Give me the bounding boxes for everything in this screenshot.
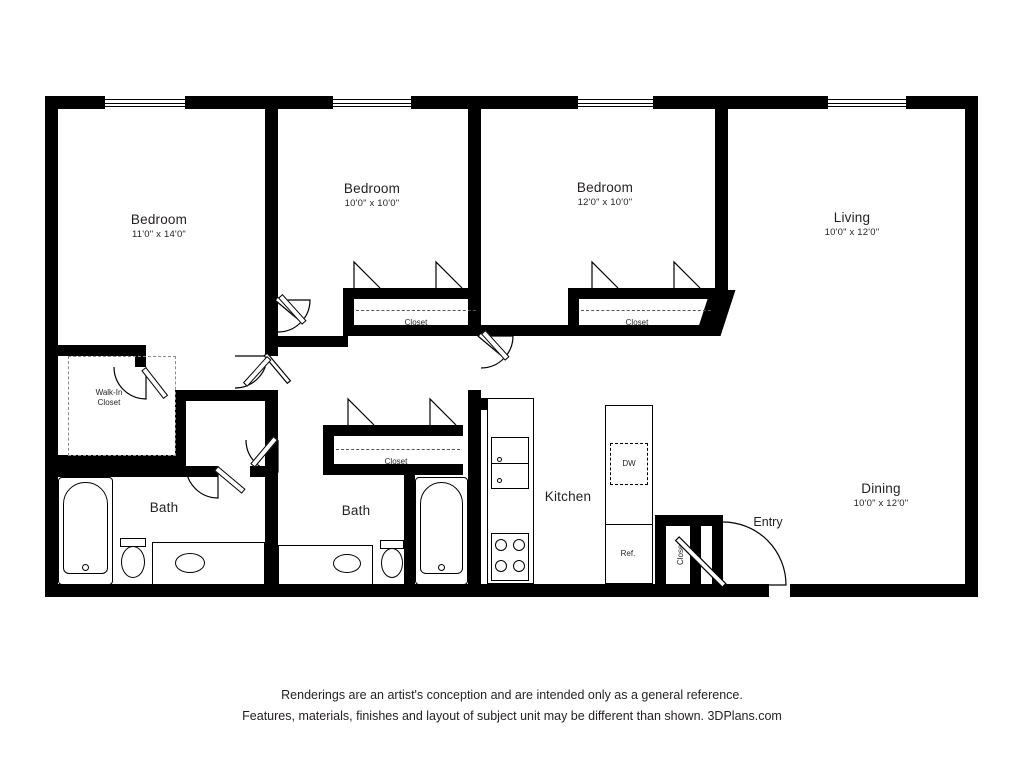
closet-label-text: Closet <box>384 457 408 466</box>
entry-label-text: Entry <box>753 515 783 529</box>
walk-in-closet-label-line2: Closet <box>97 397 121 407</box>
room-dimensions: 12'0" x 10'0" <box>577 196 633 208</box>
room-name: Dining <box>861 481 901 496</box>
refrigerator-label-text: Ref. <box>620 549 636 558</box>
closet-label-text: Closet <box>404 318 428 327</box>
room-name: Living <box>833 210 871 225</box>
room-dimensions: 11'0" x 14'0" <box>132 228 186 240</box>
room-dimensions: 10'0" x 12'0" <box>824 226 880 238</box>
room-name: Bedroom <box>130 212 188 227</box>
room-dimensions: 10'0" x 10'0" <box>344 197 400 209</box>
dishwasher-label-text: DW <box>622 459 636 468</box>
disclaimer-line-2: Features, materials, finishes and layout of subject unit may be different than shown. 3DPlans.com <box>242 709 782 723</box>
room-dimensions: 10'0" x 12'0" <box>853 497 909 509</box>
closet-label-text: Closet <box>676 542 685 565</box>
room-name: Bedroom <box>343 181 401 196</box>
room-name: Bedroom <box>576 180 634 195</box>
room-name: Bath <box>149 500 179 515</box>
room-name: Bath <box>341 503 371 518</box>
closet-label-text: Closet <box>625 318 649 327</box>
walk-in-closet-label-line1: Walk-In <box>95 388 123 397</box>
disclaimer-line-1: Renderings are an artist's conception and are intended only as a general reference. <box>281 688 743 702</box>
room-name: Kitchen <box>544 489 592 504</box>
